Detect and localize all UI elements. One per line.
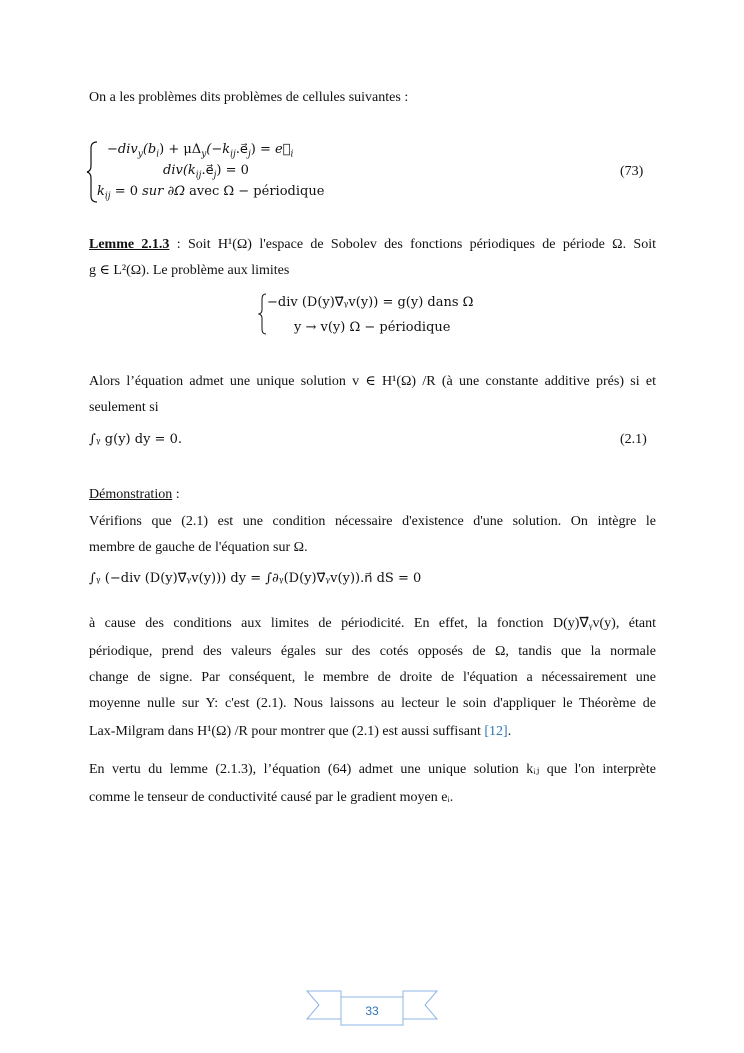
alors-line-2: seulement si [89, 400, 159, 415]
demo-line-1: Vérifions que (2.1) est une condition nécessaire d'existence d'une solution. On intègre le [89, 514, 656, 529]
cause-line-5: Lax-Milgram dans H¹(Ω) /R pour montrer que (2.1) est aussi suffisant [12]. [89, 724, 512, 739]
cause-line-2: périodique, prend des valeurs égales sur des cotés opposés de Ω, tandis que la normale [89, 644, 656, 659]
lemme-system-line-1: −div (D(y)∇⃗ᵧv(y)) = g(y) dans Ω [267, 295, 474, 310]
reference-link-12[interactable]: [12] [484, 724, 508, 739]
system-line-1: $-div_y(b_i)$ + $\mu\Delta_y(-k_{ij}.e⃗_j)$ = $e⃗_i$ [107, 142, 294, 160]
system-line-2: $div(k_{ij}.e⃗_j) = 0$ [163, 163, 249, 181]
cause-line-4: moyenne nulle sur Y: c'est (2.1). Nous laissons au lecteur le soin d'appliquer le Théorème de [89, 696, 656, 711]
demo-integral: ∫ᵧ (−div (D(y)∇⃗ᵧv(y))) dy = ∫∂ᵧ(D(y)∇⃗ᵧv(y)).n⃗ dS = 0 [89, 571, 422, 586]
intro-text: On a les problèmes dits problèmes de cellules suivantes : [89, 90, 409, 105]
vertu-line-1: En vertu du lemme (2.1.3), l’équation (64) admet une unique solution kᵢⱼ que l'on interprète [89, 762, 656, 777]
lemme-line-1: Lemme 2.1.3 : Soit H¹(Ω) l'espace de Sobolev des fonctions périodiques de période Ω. Soit [89, 237, 656, 252]
vertu-line-2: comme le tenseur de conductivité causé par le gradient moyen eᵢ. [89, 790, 454, 805]
cause-line-1: à cause des conditions aux limites de périodicité. En effet, la fonction D(y)∇⃗ᵧv(y), étant [89, 616, 656, 631]
lemme-system-line-2: y → v(y) Ω − périodique [294, 320, 451, 335]
demo-heading: Démonstration : [89, 487, 180, 502]
alors-line-1: Alors l’équation admet une unique solution v ∈ H¹(Ω) /R (à une constante additive prés) si et [89, 374, 656, 389]
lemme-line-2: g ∈ L²(Ω). Le problème aux limites [89, 263, 290, 278]
cause-line-3: change de signe. Par conséquent, le membre de droite de l'équation a nécessairement une [89, 670, 656, 685]
equation-number-73: (73) [620, 164, 644, 179]
system-line-3: $k_{ij} = 0$ sur ∂Ω avec Ω − périodique [97, 184, 325, 202]
page-number: 33 [365, 1004, 379, 1018]
equation-number-2-1: (2.1) [620, 432, 647, 447]
lemme-title: Lemme 2.1.3 [89, 237, 170, 252]
condition-integral: ∫ᵧ g(y) dy = 0. [89, 432, 182, 447]
demo-line-2: membre de gauche de l'équation sur Ω. [89, 540, 308, 555]
